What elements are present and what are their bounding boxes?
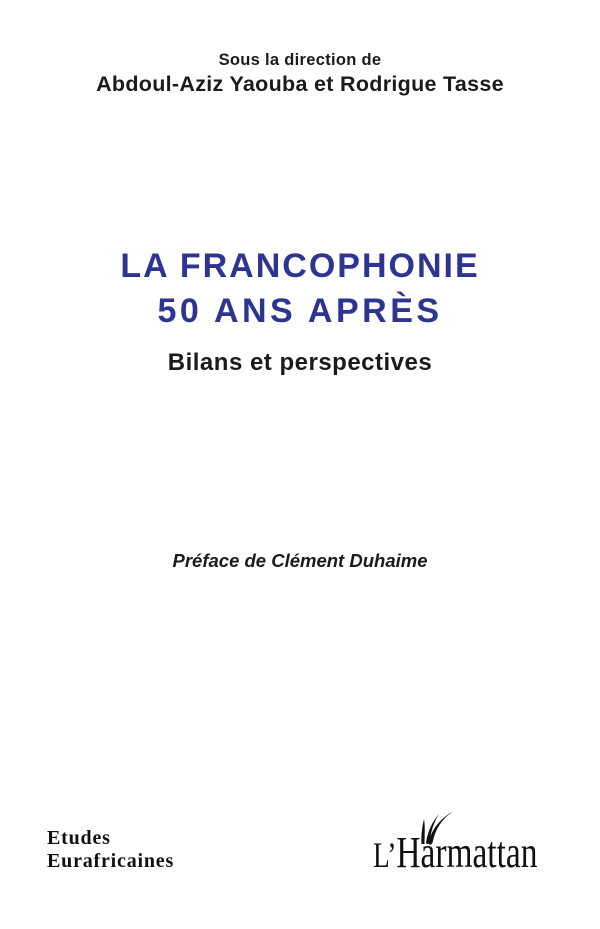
publisher-wordmark-initial: H — [396, 828, 421, 877]
series-name — [47, 827, 174, 872]
editors-block — [0, 49, 600, 98]
series-name-line1: Etudes — [47, 827, 111, 849]
book-title — [0, 244, 600, 334]
series-name-line2: Eurafricaines — [47, 849, 175, 872]
publisher-wordmark — [373, 829, 537, 879]
book-title-line2: 50 ANS APRÈS — [157, 292, 443, 330]
book-title-line1: LA FRANCOPHONIE — [120, 247, 480, 285]
editors-names-line: Abdoul-Aziz Yaouba et Rodrigue Tasse — [96, 72, 504, 96]
publisher-wordmark-rest: armattan — [420, 828, 538, 877]
editors-intro-line: Sous la direction de — [218, 51, 382, 69]
publisher-logo — [373, 800, 563, 880]
book-subtitle: Bilans et perspectives — [167, 349, 433, 376]
publisher-wordmark-prefix: L’ — [373, 835, 397, 875]
preface-line: Préface de Clément Duhaime — [172, 550, 428, 571]
